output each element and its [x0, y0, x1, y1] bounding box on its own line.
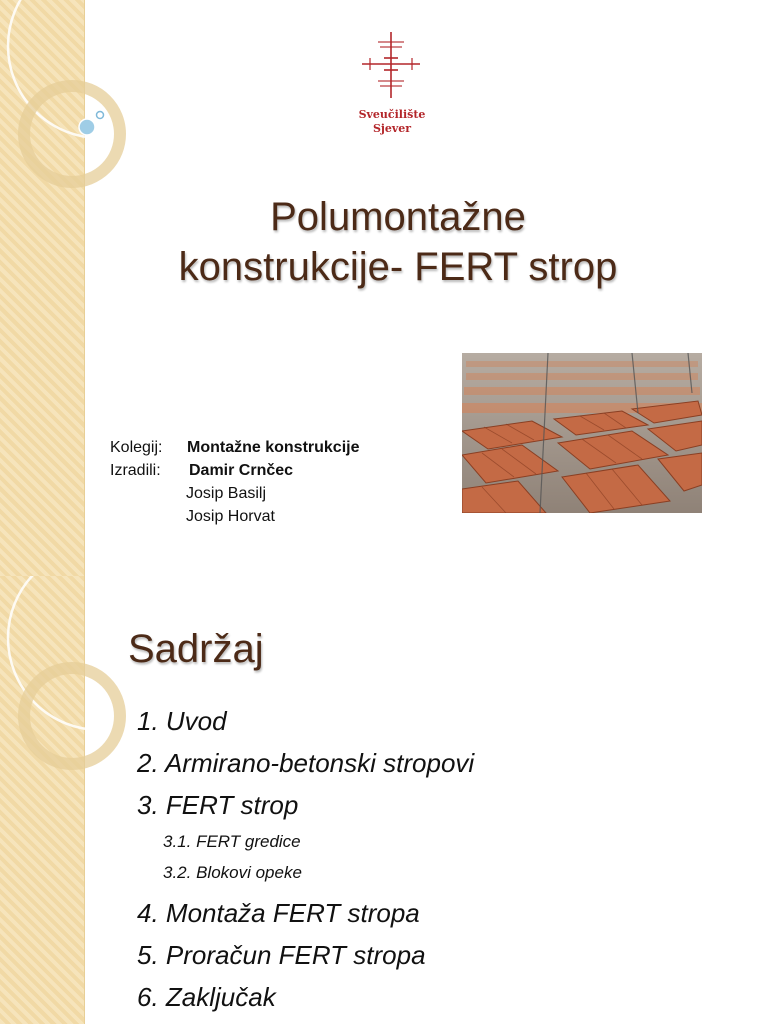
author-name: Josip Horvat: [186, 508, 275, 525]
author-name: Josip Basilj: [186, 485, 267, 502]
brick-blocks-photo: [462, 353, 702, 513]
slide-title: [100, 192, 696, 292]
contents-item: 5. Proračun FERT stropa: [137, 940, 426, 970]
contents-heading: Sadržaj: [128, 627, 264, 671]
contents-slide: [0, 576, 768, 1024]
contents-subitem: 3.2. Blokovi opeke: [163, 863, 302, 882]
course-label: Kolegij:: [110, 439, 163, 456]
title-line-1: Polumontažne: [270, 195, 526, 239]
title-line-2: konstrukcije- FERT strop: [178, 245, 618, 289]
decorative-circles-icon: [0, 576, 160, 776]
contents-item: 3. FERT strop: [137, 790, 299, 820]
course-value: Montažne konstrukcije: [187, 439, 360, 456]
decorative-circles-icon: [0, 0, 160, 200]
contents-subitem: 3.1. FERT gredice: [163, 832, 301, 851]
authors-label: Izradili:: [110, 462, 161, 479]
logo-text: [340, 108, 444, 136]
contents-item: 2. Armirano-betonski stropovi: [137, 748, 475, 778]
contents-list: [137, 700, 474, 1018]
logo-name-line1: Sveučilište: [358, 108, 426, 121]
contents-item: 6. Zaključak: [137, 982, 276, 1012]
contents-item: 4. Montaža FERT stropa: [137, 898, 420, 928]
logo-name-line2: Sjever: [372, 122, 412, 135]
contents-item: 1. Uvod: [137, 706, 227, 736]
author-name: Damir Crnčec: [189, 462, 294, 479]
